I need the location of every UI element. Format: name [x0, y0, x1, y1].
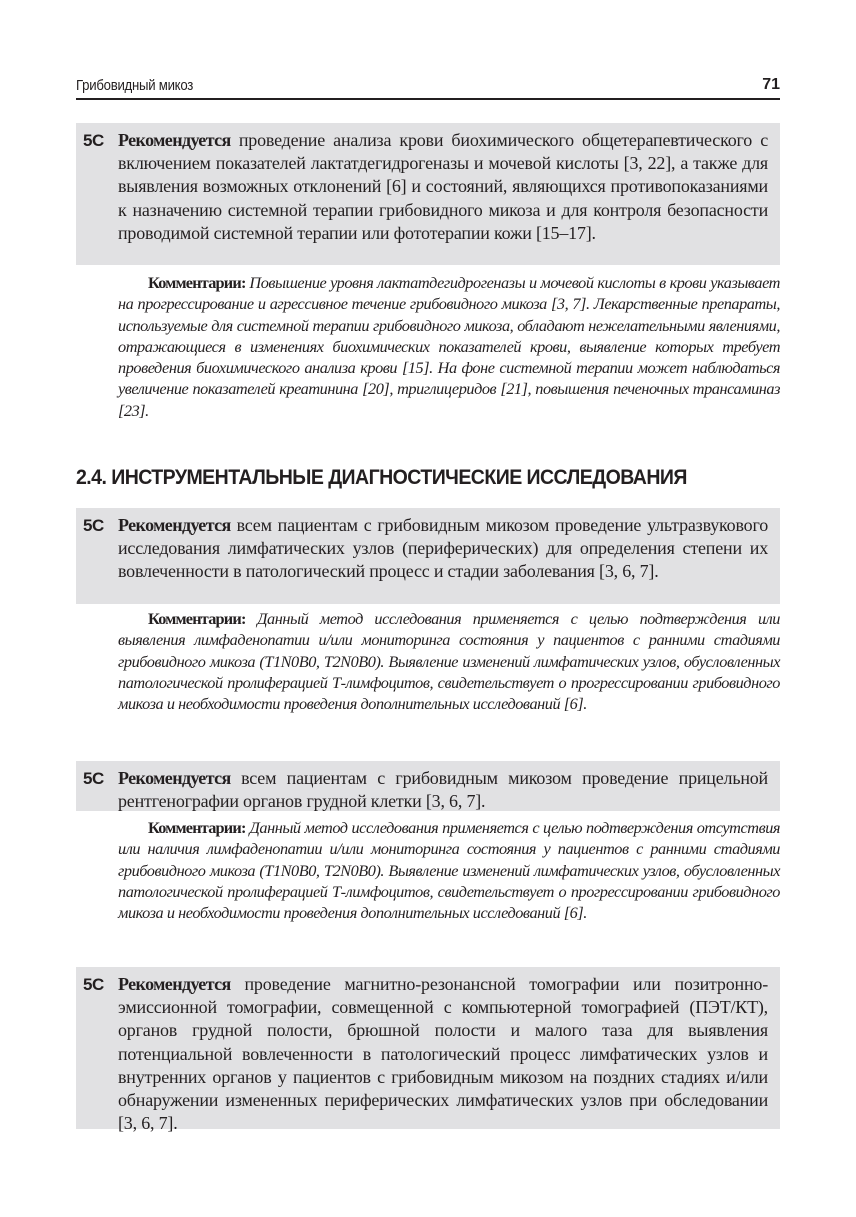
- comment-block: [118, 272, 780, 421]
- running-title: Грибовидный микоз: [76, 77, 194, 94]
- recommendation-box: [76, 761, 780, 811]
- evidence-grade-badge: 5C: [83, 131, 104, 150]
- evidence-grade-badge: 5C: [83, 975, 104, 994]
- page-number: 71: [762, 76, 780, 93]
- running-header: [76, 76, 780, 100]
- recommendation-text: всем пациентам с грибовидным микозом проведение ультразвукового исследования лимфатических узлов (периферических) для определения степени их вовлеченности в патологический процесс и стадии заболевания [3, 6, 7].: [118, 515, 768, 582]
- recommendation-lead: Рекомендуется: [118, 515, 231, 535]
- recommendation-text: всем пациентам с грибовидным микозом проведение прицельной рентгенографии органов грудной клетки [3, 6, 7].: [118, 768, 768, 812]
- comment-text: Повышение уровня лактатдегидрогеназы и мочевой кислоты в крови указывает на прогрессирование и агрессивное течение грибовидного микоза [3, 7]. Лекарственные препараты, используемые для системной терапии грибовидного микоза, обладают нежелательными явлениями, отражающиеся в изменениях биохимических показателей крови, выявление которых требует проведения биохимического анализа крови [15]. На фоне системной терапии может наблюдаться увеличение показателей креатинина [20], триглицеридов [21], повышения печеночных трансаминаз [23].: [118, 273, 780, 420]
- comment-lead: Комментарии:: [148, 609, 246, 628]
- evidence-grade-badge: 5C: [83, 769, 104, 788]
- comment-lead: Комментарии:: [148, 818, 246, 837]
- recommendation-lead: Рекомендуется: [118, 974, 231, 994]
- comment-text: Данный метод исследования применяется с целью подтверждения или выявления лимфаденопатии и/или мониторинга состояния у пациентов с ранними стадиями грибовидного микоза (T1N0B0, T2N0B0). Выявление изменений лимфатических узлов, обусловленных патологической пролиферацией Т-лимфоцитов, свидетельствует о прогрессировании грибовидного микоза и необходимости проведения дополнительных исследований [6].: [118, 609, 780, 714]
- section-heading: 2.4. ИНСТРУМЕНТАЛЬНЫЕ ДИАГНОСТИЧЕСКИЕ ИССЛЕДОВАНИЯ: [76, 466, 687, 489]
- recommendation-box: [76, 967, 780, 1134]
- recommendation-box: [76, 123, 780, 265]
- recommendation-lead: Рекомендуется: [118, 768, 231, 788]
- comment-lead: Комментарии:: [148, 273, 246, 292]
- comment-block: [118, 608, 780, 714]
- recommendation-text: проведение магнитно-резонансной томографии или позитронно-эмиссионной томографии, совмещенной с компьютерной томографией (ПЭТ/КТ), органов грудной полости, брюшной полости и малого таза для выявления потенциальной вовлеченности в патологический процесс лимфатических узлов и внутренних органов у пациентов с грибовидным микозом на поздних стадиях и/или обнаружении измененных периферических лимфатических узлов при обследовании [3, 6, 7].: [118, 974, 768, 1134]
- recommendation-lead: Рекомендуется: [118, 130, 231, 150]
- evidence-grade-badge: 5C: [83, 516, 104, 535]
- recommendation-text: проведение анализа крови биохимического общетерапевтического с включением показателей лактатдегидрогеназы и мочевой кислоты [3, 22], а также для выявления возможных отклонений [6] и состояний, являющихся противопоказаниями к назначению системной терапии грибовидного микоза и для контроля безопасности проводимой системной терапии или фототерапии кожи [15–17].: [118, 130, 768, 243]
- recommendation-box: [76, 508, 780, 604]
- comment-block: [118, 817, 780, 923]
- comment-text: Данный метод исследования применяется с целью подтверждения отсутствия или наличия лимфаденопатии и/или мониторинга состояния у пациентов с ранними стадиями грибовидного микоза (T1N0B0, T2N0B0). Выявление изменений лимфатических узлов, обусловленных патологической пролиферацией Т-лимфоцитов, свидетельствует о прогрессировании грибовидного микоза и необходимости проведения дополнительных исследований [6].: [118, 818, 780, 923]
